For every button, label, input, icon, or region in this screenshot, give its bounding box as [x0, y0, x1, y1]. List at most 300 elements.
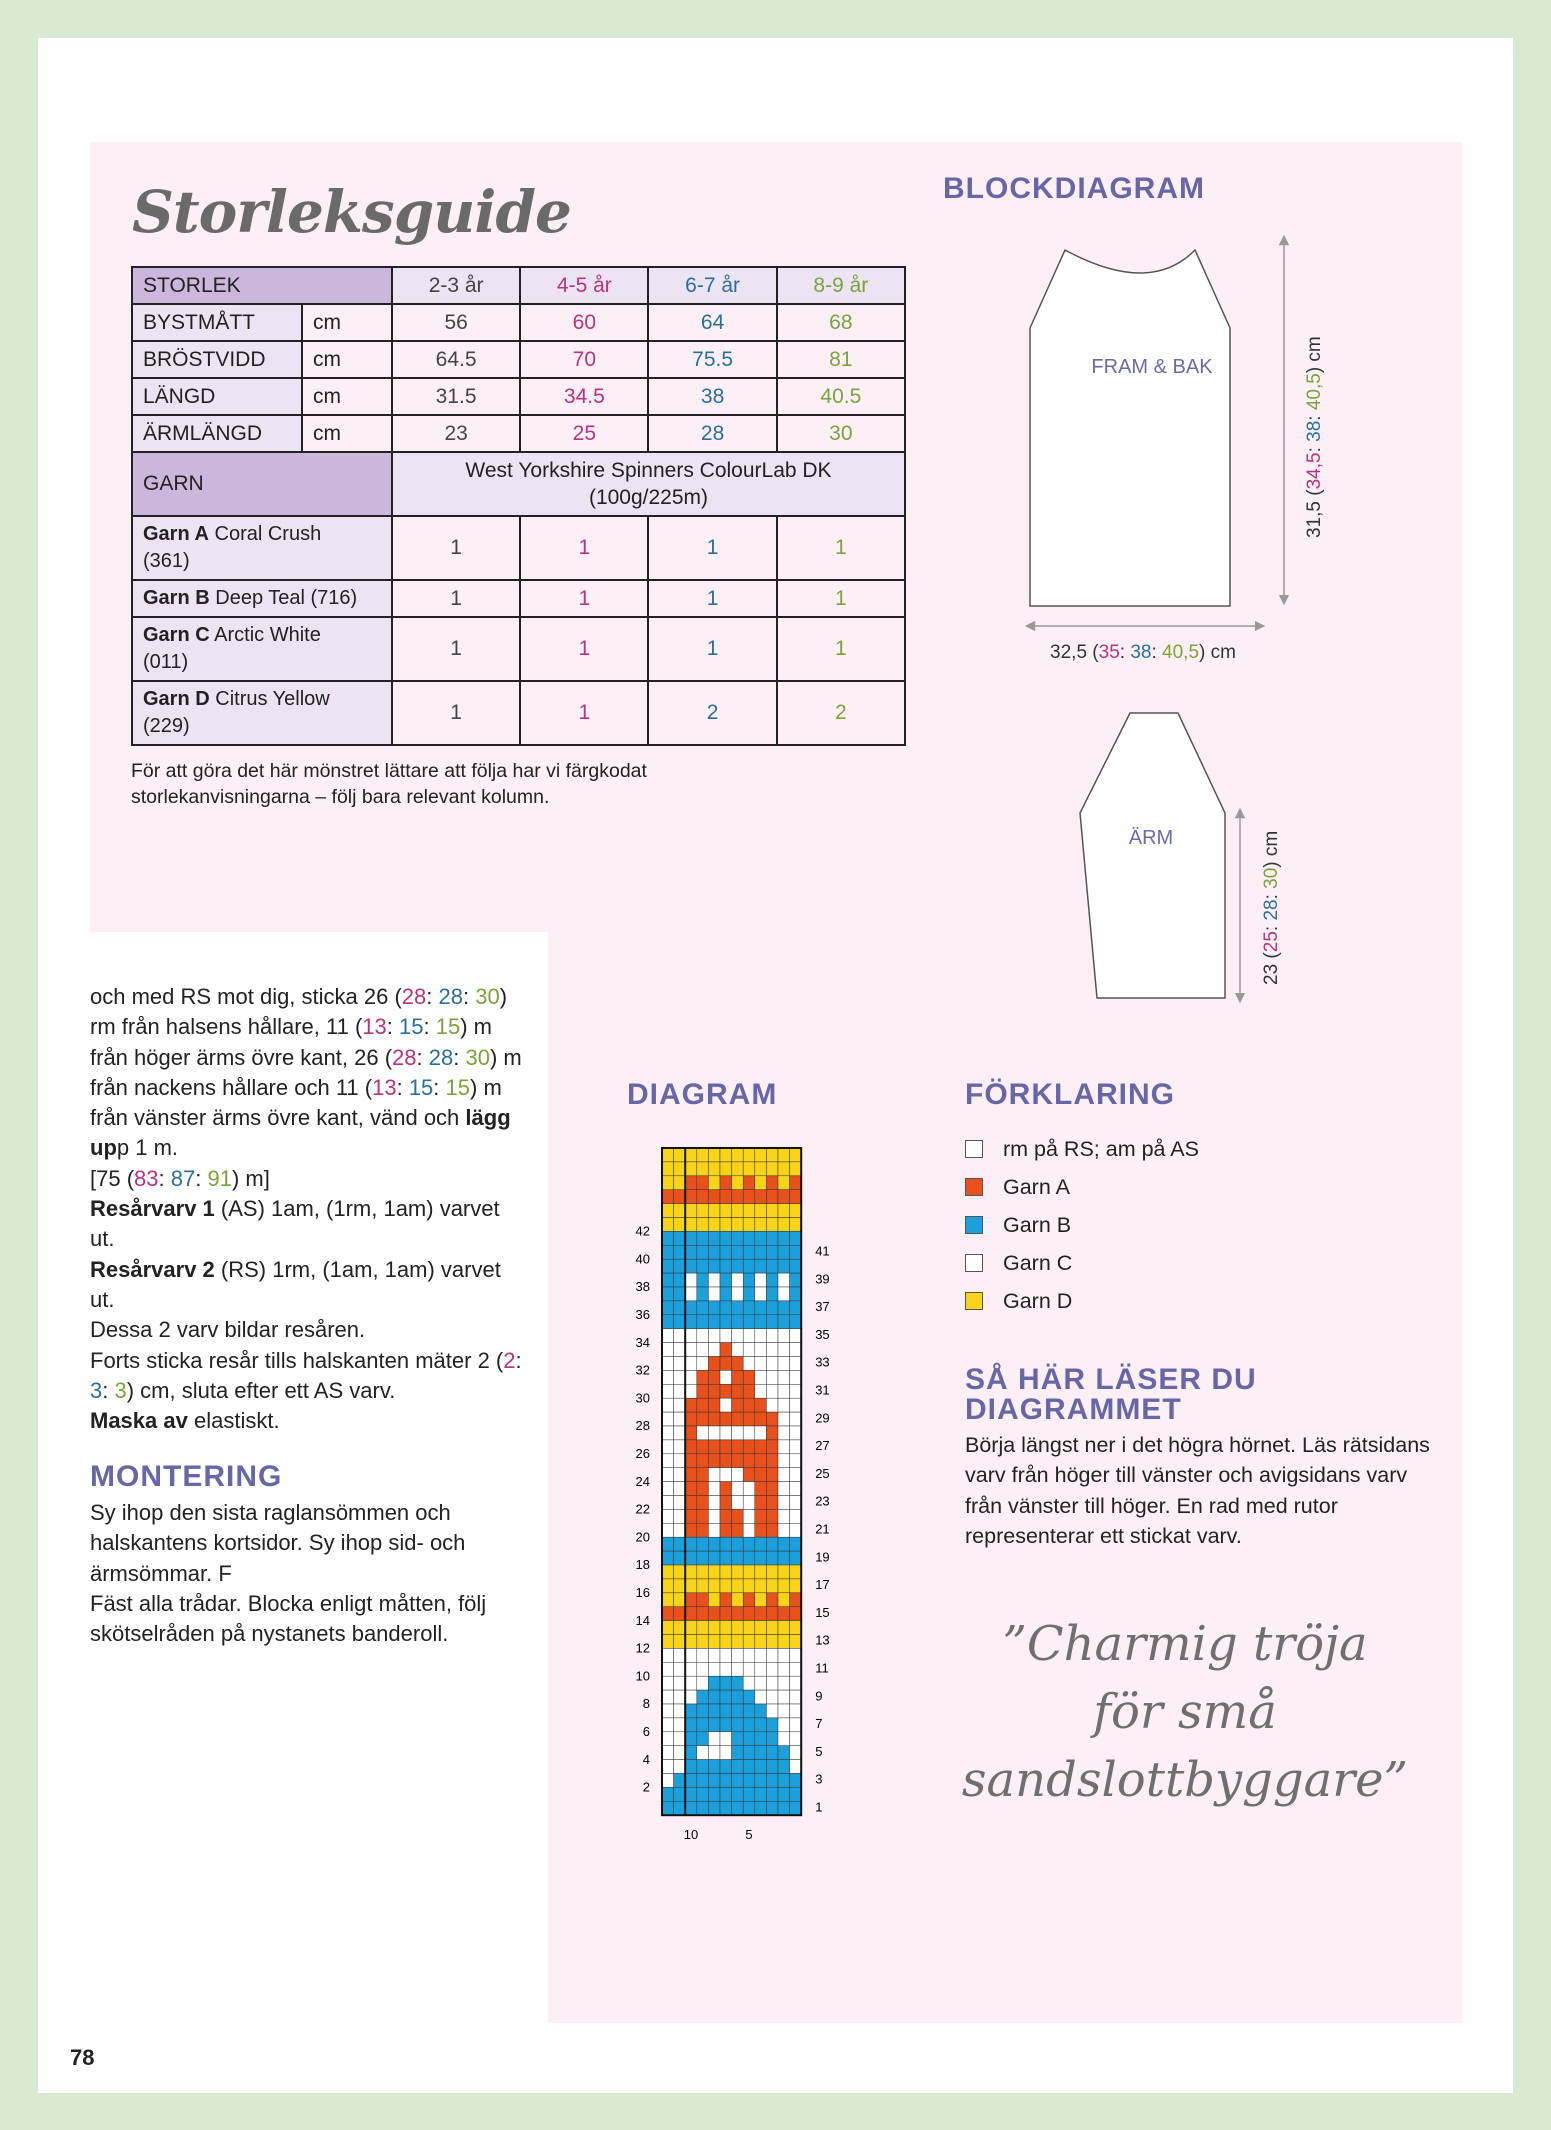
chart-cell [708, 1245, 720, 1259]
cell: 1 [520, 681, 648, 745]
chart-cell [685, 1231, 697, 1245]
chart-cell [662, 1690, 674, 1704]
cell: 1 [520, 580, 648, 617]
chart-cell [674, 1412, 686, 1426]
chart-cell [743, 1774, 755, 1788]
chart-cell [743, 1593, 755, 1607]
chart-cell [720, 1732, 732, 1746]
row-label-left: 10 [635, 1668, 650, 1684]
chart-cell [674, 1148, 686, 1162]
chart-cell [674, 1259, 686, 1273]
chart-cell [697, 1454, 709, 1468]
chart-cell [720, 1509, 732, 1523]
chart-cell [743, 1607, 755, 1621]
chart-cell [766, 1468, 778, 1482]
chart-cell [766, 1176, 778, 1190]
yarn-label: Garn D Citrus Yellow (229) [132, 681, 392, 745]
chart-cell [720, 1607, 732, 1621]
chart-cell [697, 1676, 709, 1690]
chart-cell [732, 1468, 744, 1482]
chart-cell [697, 1426, 709, 1440]
row-label-left: 42 [635, 1223, 650, 1239]
chart-cell [790, 1496, 802, 1510]
chart-cell [674, 1760, 686, 1774]
chart-cell [743, 1787, 755, 1801]
chart-cell [766, 1440, 778, 1454]
chart-cell [732, 1635, 744, 1649]
chart-cell [685, 1190, 697, 1204]
chart-cell [755, 1523, 767, 1537]
chart-cell [662, 1357, 674, 1371]
chart-cell [674, 1746, 686, 1760]
row-label-right: 19 [815, 1549, 830, 1565]
chart-cell [766, 1496, 778, 1510]
chart-cell [674, 1204, 686, 1218]
chart-cell [662, 1301, 674, 1315]
chart-cell [685, 1607, 697, 1621]
chart-cell [790, 1162, 802, 1176]
chart-cell [743, 1635, 755, 1649]
chart-cell [662, 1273, 674, 1287]
chart-cell [720, 1787, 732, 1801]
chart-cell [708, 1440, 720, 1454]
chart-cell [743, 1412, 755, 1426]
chart-cell [778, 1565, 790, 1579]
chart-cell [720, 1593, 732, 1607]
chart-cell [662, 1621, 674, 1635]
row-label-left: 2 [642, 1779, 650, 1795]
chart-cell [662, 1412, 674, 1426]
chart-cell [743, 1621, 755, 1635]
chart-cell [732, 1704, 744, 1718]
chart-cell [708, 1454, 720, 1468]
chart-cell [778, 1523, 790, 1537]
chart-cell [674, 1287, 686, 1301]
yarn-brand [392, 452, 905, 516]
pattern-instructions [90, 982, 530, 1436]
chart-cell [697, 1523, 709, 1537]
chart-cell [674, 1231, 686, 1245]
chart-cell [662, 1245, 674, 1259]
chart-cell [674, 1690, 686, 1704]
chart-cell [790, 1607, 802, 1621]
legend-title: FÖRKLARING [965, 1078, 1175, 1111]
row-label: BYSTMÅTT [132, 304, 302, 341]
chart-cell [662, 1718, 674, 1732]
chart-cell [790, 1718, 802, 1732]
chart-cell [674, 1787, 686, 1801]
row-label-left: 6 [642, 1723, 650, 1739]
chart-cell [743, 1162, 755, 1176]
chart-cell [662, 1259, 674, 1273]
chart-cell [708, 1704, 720, 1718]
chart-cell [790, 1565, 802, 1579]
chart-cell [708, 1523, 720, 1537]
chart-cell [662, 1579, 674, 1593]
chart-cell [685, 1357, 697, 1371]
chart-cell [708, 1468, 720, 1482]
chart-cell [720, 1537, 732, 1551]
chart-cell [708, 1648, 720, 1662]
chart-cell [662, 1801, 674, 1815]
chart-cell [697, 1259, 709, 1273]
chart-cell [790, 1523, 802, 1537]
chart-cell [766, 1301, 778, 1315]
legend-item: rm på RS; am på AS [965, 1130, 1199, 1168]
chart-cell [708, 1607, 720, 1621]
chart-cell [720, 1301, 732, 1315]
chart-cell [708, 1384, 720, 1398]
cell: 1 [520, 516, 648, 580]
chart-cell [674, 1496, 686, 1510]
chart-cell [674, 1704, 686, 1718]
chart-cell [685, 1635, 697, 1649]
chart-cell [755, 1593, 767, 1607]
chart-cell [755, 1218, 767, 1232]
chart-cell [743, 1662, 755, 1676]
chart-cell [685, 1454, 697, 1468]
chart-cell [697, 1231, 709, 1245]
chart-cell [732, 1384, 744, 1398]
chart-cell [778, 1801, 790, 1815]
chart-cell [778, 1329, 790, 1343]
chart-cell [662, 1162, 674, 1176]
chart-cell [697, 1176, 709, 1190]
chart-cell [674, 1621, 686, 1635]
chart-cell [778, 1162, 790, 1176]
chart-cell [662, 1648, 674, 1662]
chart-cell [697, 1301, 709, 1315]
chart-cell [778, 1607, 790, 1621]
chart-cell [697, 1774, 709, 1788]
yarn-header-label: GARN [132, 452, 392, 516]
chart-cell [697, 1384, 709, 1398]
chart-cell [674, 1482, 686, 1496]
chart-cell [755, 1468, 767, 1482]
row-label-right: 35 [815, 1326, 830, 1342]
row-label-right: 3 [815, 1771, 823, 1787]
size-col-2: 4-5 år [520, 267, 648, 304]
chart-cell [708, 1231, 720, 1245]
row-label-right: 29 [815, 1410, 830, 1426]
chart-cell [755, 1774, 767, 1788]
chart-cell [732, 1426, 744, 1440]
chart-cell [685, 1662, 697, 1676]
chart-cell [790, 1454, 802, 1468]
chart-cell [674, 1509, 686, 1523]
chart-cell [674, 1190, 686, 1204]
chart-cell [766, 1565, 778, 1579]
chart-cell [732, 1579, 744, 1593]
chart-cell [662, 1329, 674, 1343]
chart-cell [778, 1343, 790, 1357]
chart-cell [685, 1245, 697, 1259]
chart-cell [697, 1732, 709, 1746]
chart-cell [720, 1218, 732, 1232]
chart-cell [790, 1635, 802, 1649]
chart-cell [790, 1190, 802, 1204]
chart-cell [790, 1357, 802, 1371]
chart-cell [755, 1496, 767, 1510]
chart-cell [685, 1468, 697, 1482]
chart-cell [778, 1190, 790, 1204]
chart-cell [755, 1329, 767, 1343]
chart-cell [755, 1537, 767, 1551]
chart-cell [732, 1551, 744, 1565]
chart-cell [697, 1370, 709, 1384]
chart-cell [708, 1148, 720, 1162]
chart-cell [766, 1607, 778, 1621]
chart-cell [708, 1218, 720, 1232]
chart-cell [766, 1593, 778, 1607]
cell: 64 [648, 304, 776, 341]
chart-cell [790, 1704, 802, 1718]
cell: 23 [392, 415, 520, 452]
chart-cell [685, 1690, 697, 1704]
chart-cell [755, 1607, 767, 1621]
chart-cell [732, 1454, 744, 1468]
chart-cell [685, 1676, 697, 1690]
chart-cell [755, 1287, 767, 1301]
chart-cell [708, 1746, 720, 1760]
row-label-left: 24 [635, 1473, 650, 1489]
row-label-right: 41 [815, 1243, 830, 1259]
chart-cell [732, 1565, 744, 1579]
chart-cell [685, 1732, 697, 1746]
chart-cell [674, 1176, 686, 1190]
chart-cell [732, 1801, 744, 1815]
row-label-left: 14 [635, 1612, 650, 1628]
chart-cell [755, 1426, 767, 1440]
chart-cell [674, 1343, 686, 1357]
chart-cell [685, 1440, 697, 1454]
chart-cell [674, 1732, 686, 1746]
chart-cell [674, 1162, 686, 1176]
chart-cell [778, 1259, 790, 1273]
chart-cell [674, 1384, 686, 1398]
chart-cell [662, 1231, 674, 1245]
chart-cell [766, 1523, 778, 1537]
chart-cell [697, 1204, 709, 1218]
chart-cell [743, 1301, 755, 1315]
legend-item: Garn D [965, 1282, 1199, 1320]
chart-cell [732, 1787, 744, 1801]
chart-cell [755, 1746, 767, 1760]
chart-cell [720, 1760, 732, 1774]
chart-cell [662, 1607, 674, 1621]
chart-cell [708, 1496, 720, 1510]
chart-cell [685, 1218, 697, 1232]
chart-cell [766, 1537, 778, 1551]
chart-cell [766, 1551, 778, 1565]
chart-cell [743, 1718, 755, 1732]
chart-cell [685, 1496, 697, 1510]
row-label: ÄRMLÄNGD [132, 415, 302, 452]
chart-cell [720, 1148, 732, 1162]
chart-cell [778, 1496, 790, 1510]
chart-cell [662, 1774, 674, 1788]
chart-cell [708, 1579, 720, 1593]
chart-cell [674, 1218, 686, 1232]
table-row [132, 516, 905, 580]
row-label: LÄNGD [132, 378, 302, 415]
row-label-right: 39 [815, 1271, 830, 1287]
chart-cell [755, 1343, 767, 1357]
chart-cell [720, 1496, 732, 1510]
chart-cell [685, 1760, 697, 1774]
chart-cell [766, 1635, 778, 1649]
chart-cell [755, 1718, 767, 1732]
cell: 2 [777, 681, 905, 745]
chart-cell [778, 1204, 790, 1218]
chart-cell [732, 1746, 744, 1760]
chart-cell [674, 1440, 686, 1454]
chart-cell [720, 1662, 732, 1676]
cell: 81 [777, 341, 905, 378]
chart-cell [708, 1398, 720, 1412]
chart-cell [743, 1509, 755, 1523]
chart-cell [755, 1301, 767, 1315]
chart-cell [674, 1718, 686, 1732]
chart-cell [732, 1148, 744, 1162]
chart-cell [720, 1523, 732, 1537]
cell: 1 [392, 516, 520, 580]
chart-cell [708, 1176, 720, 1190]
chart-cell [662, 1440, 674, 1454]
chart-cell [790, 1204, 802, 1218]
chart-cell [755, 1760, 767, 1774]
chart-cell [790, 1551, 802, 1565]
chart-cell [778, 1662, 790, 1676]
chart-cell [743, 1690, 755, 1704]
chart-cell [755, 1482, 767, 1496]
chart-cell [708, 1370, 720, 1384]
chart-cell [708, 1301, 720, 1315]
instruction-continue: Forts sticka resår tills halskanten mäter 2 (2: 3: 3) cm, sluta efter ett AS varv. [90, 1347, 522, 1403]
chart-cell [766, 1648, 778, 1662]
chart-cell [755, 1273, 767, 1287]
chart-cell [778, 1287, 790, 1301]
table-row [132, 341, 905, 378]
chart-cell [708, 1621, 720, 1635]
cell: 68 [777, 304, 905, 341]
chart-cell [778, 1398, 790, 1412]
chart-cell [732, 1245, 744, 1259]
chart-cell [662, 1468, 674, 1482]
chart-cell [778, 1231, 790, 1245]
chart-cell [766, 1579, 778, 1593]
chart-cell [708, 1482, 720, 1496]
chart-cell [674, 1273, 686, 1287]
diagram-title: DIAGRAM [627, 1078, 778, 1111]
chart-cell [720, 1273, 732, 1287]
chart-cell [790, 1343, 802, 1357]
chart-cell [732, 1357, 744, 1371]
chart-cell [743, 1426, 755, 1440]
chart-cell [790, 1774, 802, 1788]
chart-cell [720, 1676, 732, 1690]
size-header-row [132, 267, 905, 304]
table-row [132, 681, 905, 745]
chart-cell [778, 1774, 790, 1788]
chart-cell [778, 1732, 790, 1746]
chart-cell [766, 1690, 778, 1704]
chart-cell [766, 1454, 778, 1468]
chart-cell [766, 1148, 778, 1162]
chart-cell [732, 1718, 744, 1732]
chart-cell [662, 1343, 674, 1357]
chart-cell [743, 1259, 755, 1273]
yarn-label: Garn A Coral Crush (361) [132, 516, 392, 580]
chart-cell [697, 1801, 709, 1815]
chart-cell [697, 1343, 709, 1357]
chart-cell [743, 1523, 755, 1537]
chart-cell [755, 1565, 767, 1579]
chart-cell [790, 1787, 802, 1801]
chart-cell [685, 1537, 697, 1551]
chart-cell [662, 1760, 674, 1774]
chart-cell [766, 1412, 778, 1426]
row-label-right: 15 [815, 1604, 830, 1620]
chart-cell [662, 1662, 674, 1676]
chart-cell [708, 1774, 720, 1788]
cell: 56 [392, 304, 520, 341]
chart-cell [778, 1482, 790, 1496]
chart-cell [685, 1343, 697, 1357]
chart-cell [778, 1746, 790, 1760]
chart-cell [674, 1635, 686, 1649]
row-label-left: 20 [635, 1529, 650, 1545]
chart-cell [790, 1231, 802, 1245]
chart-cell [755, 1676, 767, 1690]
chart-cell [743, 1648, 755, 1662]
chart-cell [790, 1315, 802, 1329]
chart-cell [697, 1398, 709, 1412]
chart-cell [790, 1662, 802, 1676]
block-diagram-title: BLOCKDIAGRAM [943, 172, 1205, 205]
chart-cell [685, 1718, 697, 1732]
chart-cell [732, 1329, 744, 1343]
chart-cell [685, 1787, 697, 1801]
cell: 2 [648, 681, 776, 745]
legend-item: Garn B [965, 1206, 1199, 1244]
chart-cell [720, 1190, 732, 1204]
chart-cell [755, 1357, 767, 1371]
chart-cell [685, 1621, 697, 1635]
chart-cell [685, 1746, 697, 1760]
chart-cell [685, 1704, 697, 1718]
row-unit: cm [302, 415, 392, 452]
chart-cell [685, 1176, 697, 1190]
row-label-right: 37 [815, 1299, 830, 1315]
chart-cell [766, 1732, 778, 1746]
chart-cell [743, 1231, 755, 1245]
chart-cell [720, 1287, 732, 1301]
chart-cell [685, 1648, 697, 1662]
chart-cell [732, 1398, 744, 1412]
chart-cell [766, 1259, 778, 1273]
chart-cell [720, 1468, 732, 1482]
chart-cell [720, 1635, 732, 1649]
chart-cell [743, 1440, 755, 1454]
legend-item: Garn A [965, 1168, 1199, 1206]
row-label-left: 18 [635, 1557, 650, 1573]
chart-cell [755, 1621, 767, 1635]
cell: 1 [777, 580, 905, 617]
chart-cell [708, 1343, 720, 1357]
chart-cell [674, 1370, 686, 1384]
chart-cell [720, 1162, 732, 1176]
